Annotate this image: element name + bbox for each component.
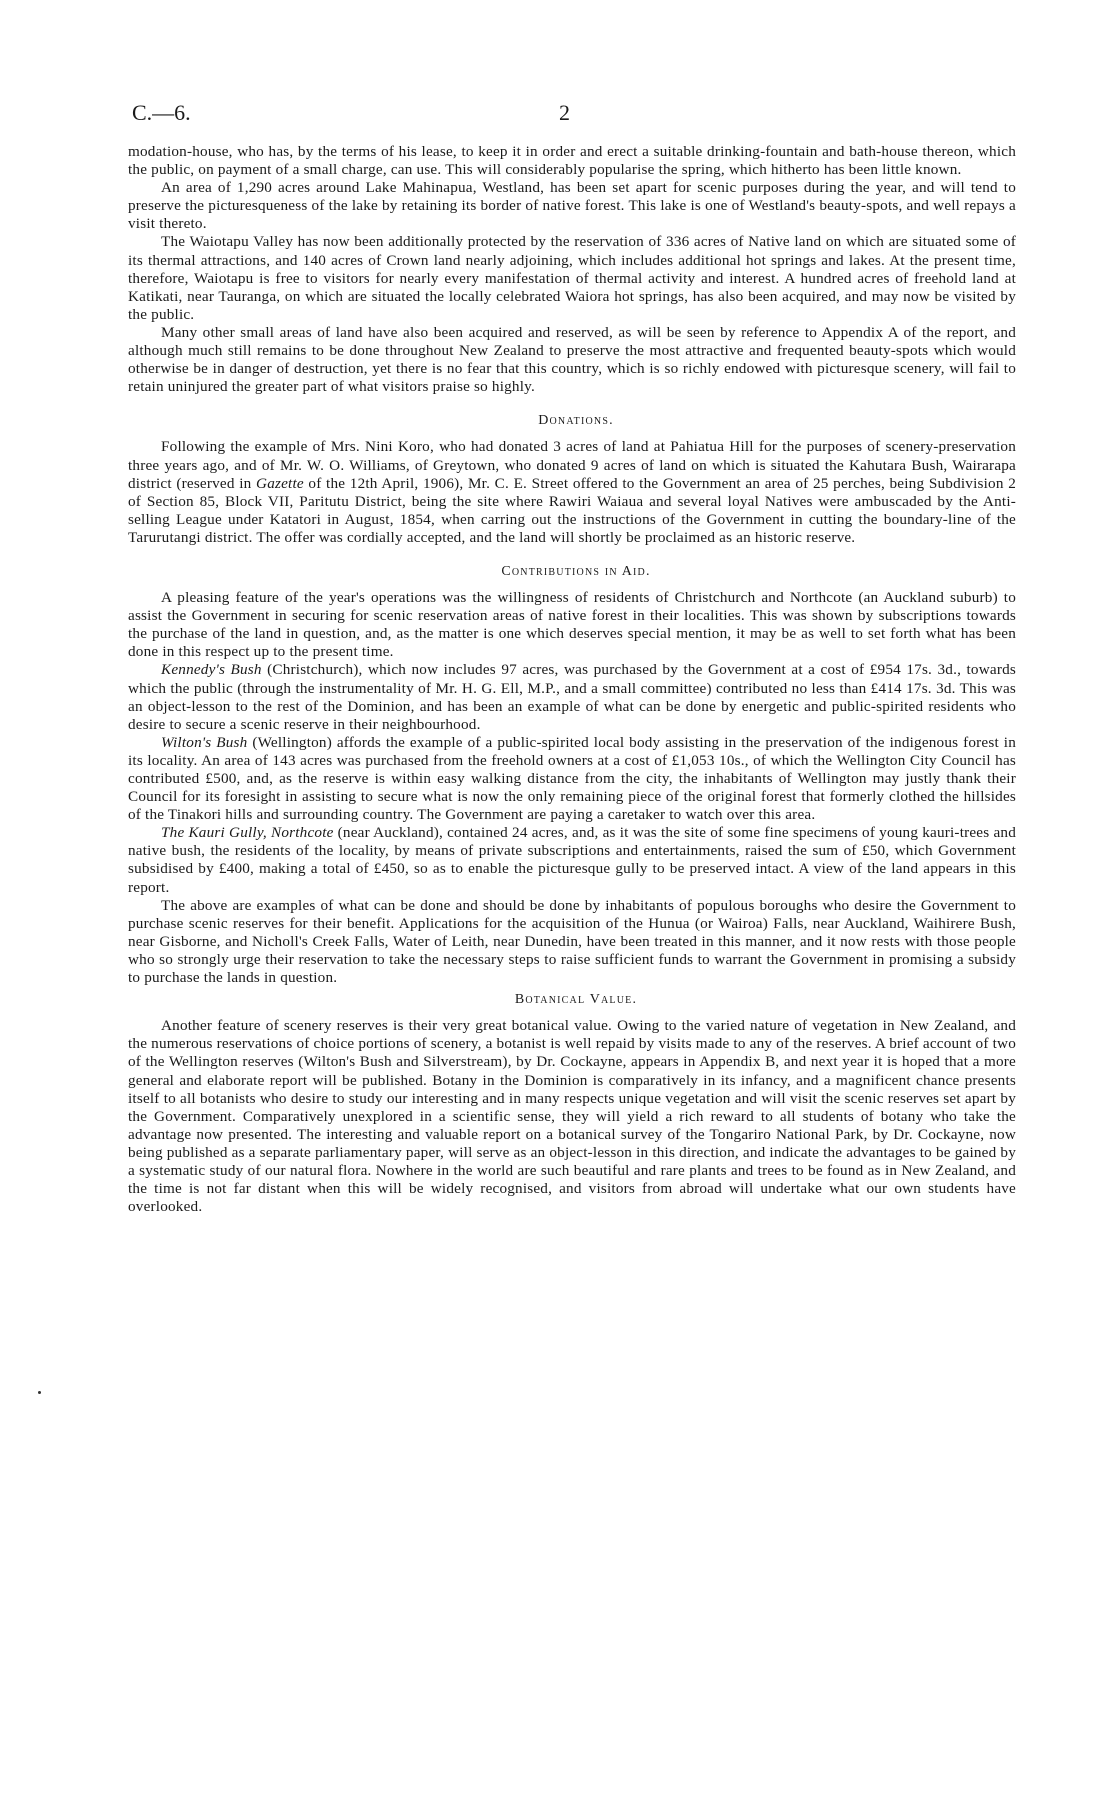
botanical-section (128, 991, 1016, 1216)
paragraph (128, 438, 1016, 547)
gazette-italic: Gazette (256, 474, 304, 492)
paragraph-text: (near Auckland), contained 24 acres, and, as it was the site of some fine specimens of young kauri-trees and native bush, the residents of the locality, by means of private subscriptions and entertainments, raised the sum of £50, which Government subsidised by £400, making a total of £450, so as to enable the picturesque gully to be preserved intact. A view of the land appears in this report. (128, 824, 1016, 896)
section-heading-botanical: Botanical Value. (514, 992, 638, 1008)
paragraph: The above are examples of what can be done and should be done by inhabitants of populous boroughs who desire the Government to purchase scenic reserves for their benefit. Applications for the acquisition of the Hunua (or Wairoa) Falls, near Auckland, Waihirere Bush, near Gisborne, and Nicholl's Creek Falls, Water of Leith, near Dunedin, have been treated in this manner, and it now rests with those people who so strongly urge their reservation to take the necessary steps to raise sufficient funds to warrant the Government in promising a subsidy to purchase the lands in question. (128, 896, 1016, 987)
section-heading-contributions: Contributions in Aid. (501, 563, 651, 579)
section-heading-donations: Donations. (538, 413, 614, 429)
page-header (132, 100, 1012, 130)
paragraph: Many other small areas of land have also been acquired and reserved, as will be seen by reference to Appendix A of the report, and although much still remains to be done throughout New Zealand to preserve the most attractive and frequented beauty-spots which would otherwise be in danger of destruction, yet there is no fear that this country, which is so richly endowed with picturesque scenery, will fail to retain uninjured the greater part of what visitors praise so highly. (128, 323, 1016, 396)
paragraph (128, 661, 1016, 733)
paragraph-text: of the 12th April, 1906), Mr. C. E. Street offered to the Government an area of 25 perches, being Subdivision 2 of Section 85, Block VII, Paritutu District, being the site where Rawiri Waiaua and several loyal Natives were ambuscaded by the Anti-selling League under Katatori in August, 1854, when carring out the instructions of the Government in cutting the boundary-line of the Tarurutangi district. The offer was cordially accepted, and the land will shortly be proclaimed as an historic reserve. (128, 474, 1016, 546)
paragraph-text: (Wellington) affords the example of a public-spirited local body assisting in the preservation of the indigenous forest in its locality. An area of 143 acres was purchased from the freehold owners at a cost of £1,053 10s., of which the Wellington City Council has contributed £500, and, as the reserve is within easy walking distance from the city, the inhabitants of Wellington may justly thank their Council for its foresight in assisting to secure what is now the only remaining piece of the original forest that formerly clothed the hillsides of the Tinakori hills and surrounding country. The Government are paying a caretaker to watch over this area. (128, 733, 1016, 824)
donations-section (128, 412, 1016, 547)
paragraph-text: (Christchurch), which now includes 97 acres, was purchased by the Government at a cost of £954 17s. 3d., towards which the public (through the instrumentality of Mr. H. G. Ell, M.P., and a small committee) contributed no less than £414 17s. 3d. This was an object-lesson to the rest of the Dominion, and has been an example of what can be done by energetic and public-spirited residents who desire to secure a scenic reserve in their neighbourhood. (128, 661, 1016, 733)
intro-section (128, 143, 1016, 396)
paragraph-text: Following the example of Mrs. Nini Koro, who had donated 3 acres of land at Pahiatua Hill for the purposes of scenery-preservation three years ago, and of Mr. W. O. Williams, of Greytown, who donated 9 acres of land on which is situated the Kahutara Bush, Wairarapa district (reserved in (128, 438, 1016, 492)
paragraph: modation-house, who has, by the terms of his lease, to keep it in order and erect a suitable drinking-fountain and bath-house thereon, which the public, on payment of a small charge, can use. This will considerably popularise the spring, which hitherto has been little known. (128, 143, 1016, 179)
paragraph (128, 824, 1016, 896)
paragraph: An area of 1,290 acres around Lake Mahinapua, Westland, has been set apart for scenic purposes during the year, and will tend to preserve the picturesqueness of the lake by retaining its border of native forest. This lake is one of Westland's beauty-spots, and well repays a visit thereto. (128, 179, 1016, 233)
paragraph (128, 734, 1016, 824)
reserve-name: Wilton's Bush (161, 733, 248, 751)
margin-dot (38, 1391, 41, 1394)
paragraph: The Waiotapu Valley has now been additionally protected by the reservation of 336 acres of Native land on which are situated some of its thermal attractions, and 140 acres of Crown land nearly adjoining, which includes additional hot springs and lakes. At the present time, therefore, Waiotapu is free to visitors for nearly every manifestation of thermal activity and interest. A hundred acres of freehold land at Katikati, near Tauranga, on which are situated the locally celebrated Waiora hot springs, has also been acquired, and may now be visited by the public. (128, 233, 1016, 323)
document-id: C.—6. (132, 100, 191, 125)
paragraph: Another feature of scenery reserves is their very great botanical value. Owing to the varied nature of vegetation in New Zealand, and the numerous reservations of choice portions of scenery, a botanist is well repaid by visits made to any of the reserves. A brief account of two of the Wellington reserves (Wilton's Bush and Silverstream), by Dr. Cockayne, appears in Appendix B, and next year it is hoped that a more general and elaborate report will be published. Botany in the Dominion is comparatively in its infancy, and a magnificent chance presents itself to all botanists who desire to study our interesting and in many respects unique vegetation and will visit the scenic reserves set apart by the Government. Comparatively unexplored in a scientific sense, they will yield a rich reward to all students of botany who take the advantage now presented. The interesting and valuable report on a botanical survey of the Tongariro National Park, by Dr. Cockayne, now being published as a separate parliamentary paper, will serve as an object-lesson in this direction, and indicate the advantages to be gained by a systematic study of our natural flora. Nowhere in the world are such beautiful and rare plants and trees to be found as in New Zealand, and the time is not far distant when this will be widely recognised, and visitors from abroad will undertake what our own students have overlooked. (128, 1017, 1016, 1216)
reserve-name: Kennedy's Bush (161, 661, 262, 679)
paragraph: A pleasing feature of the year's operations was the willingness of residents of Christchurch and Northcote (an Auckland suburb) to assist the Government in securing for scenic reservation areas of native forest in their localities. This was shown by subscriptions towards the purchase of the land in question, and, as the matter is one which deserves special mention, it may be as well to set forth what has been done in this respect up to the present time. (128, 589, 1016, 661)
contributions-section (128, 563, 1016, 987)
page-number: 2 (559, 100, 570, 125)
reserve-name: The Kauri Gully, Northcote (161, 824, 334, 842)
page-body (128, 143, 1016, 1216)
